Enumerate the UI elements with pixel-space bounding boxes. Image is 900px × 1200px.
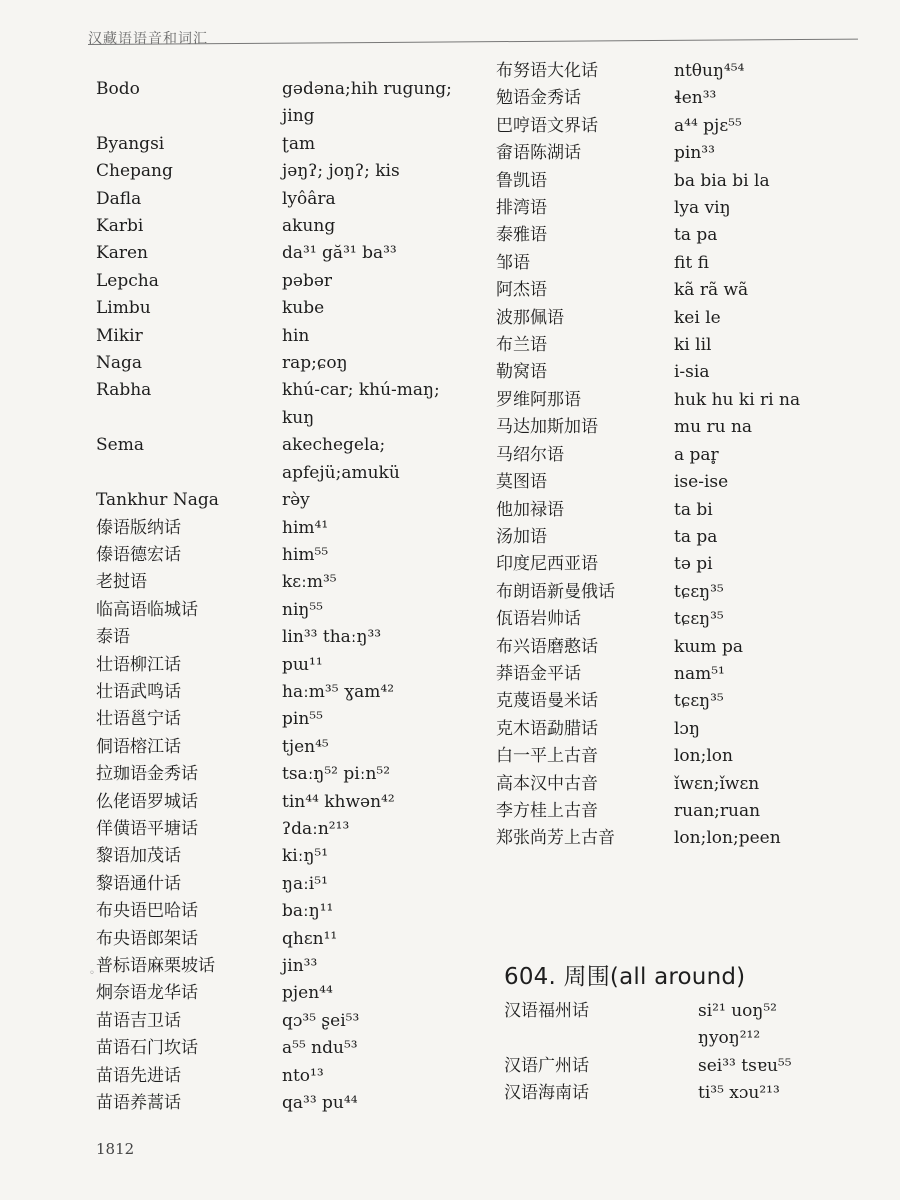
word-form: kube [282, 298, 325, 319]
word-form: qɔ³⁵ ʂei⁵³ [282, 1010, 360, 1031]
left-column [96, 76, 486, 1117]
word-form: rap;ɕoŋ [282, 353, 348, 374]
page-number: 1812 [96, 1140, 135, 1158]
word-form: tjen⁴⁵ [282, 736, 329, 757]
language-name: Chepang [96, 161, 173, 182]
entry-row [504, 1053, 884, 1080]
word-form: ise-ise [674, 472, 729, 493]
entry-row [96, 295, 486, 322]
word-form: jəŋʔ; joŋʔ; kis [282, 161, 400, 182]
language-name: 阿杰语 [496, 280, 547, 301]
entry-row [96, 843, 486, 870]
word-form: tɕɛŋ³⁵ [674, 691, 724, 712]
word-form: akechegela; apfejü;amukü [282, 435, 400, 483]
entry-row [496, 195, 886, 222]
entry-row [96, 186, 486, 213]
word-form: nto¹³ [282, 1065, 324, 1086]
entry-row [96, 268, 486, 295]
language-name: Rabha [96, 380, 152, 401]
word-form: ʈam [282, 133, 316, 154]
language-name: 拉珈语金秀话 [96, 764, 198, 785]
word-form: kɯm pa [674, 636, 743, 657]
word-form: ŋaːi⁵¹ [282, 873, 328, 894]
language-name: 波那佩语 [496, 307, 564, 328]
word-form: sei³³ tsɐu⁵⁵ [698, 1055, 792, 1076]
language-name: Mikir [96, 325, 143, 346]
running-header: 汉藏语语音和词汇 [88, 31, 208, 47]
word-form: khú-car; khú-maŋ; kuŋ [282, 380, 440, 428]
language-name: 马绍尔语 [496, 444, 564, 465]
language-name: Dafla [96, 188, 142, 209]
language-name: 克木语勐腊话 [496, 718, 598, 739]
language-name: 他加禄语 [496, 499, 564, 520]
language-name: 壮语武鸣话 [96, 681, 181, 702]
language-name: Karen [96, 243, 148, 264]
language-name: 高本汉中古音 [496, 773, 598, 794]
word-form: ʔdaːn²¹³ [282, 818, 350, 839]
entry-row [496, 277, 886, 304]
entry-row [496, 688, 886, 715]
entry-row [504, 1080, 884, 1107]
word-form: qa³³ pu⁴⁴ [282, 1093, 358, 1114]
word-form: tɕɛŋ³⁵ [674, 609, 724, 630]
language-name: 印度尼西亚语 [496, 554, 598, 575]
entry-row [96, 487, 486, 514]
language-name: 傣语德宏话 [96, 544, 181, 565]
language-name: 汉语广州话 [504, 1055, 589, 1076]
word-form: tin⁴⁴ khwən⁴² [282, 791, 395, 812]
section-entries [504, 998, 884, 1108]
entry-row [496, 579, 886, 606]
entry-row [96, 1063, 486, 1090]
entry-row [96, 898, 486, 925]
word-form: pəbər [282, 270, 333, 291]
entry-row [96, 980, 486, 1007]
word-form: baːŋ¹¹ [282, 901, 334, 922]
language-name: 布兴语磨憨话 [496, 636, 598, 657]
word-form: lɔŋ [674, 718, 700, 739]
entry-row [96, 377, 486, 432]
entry-row [96, 624, 486, 651]
entry-row [496, 551, 886, 578]
language-name: 苗语石门坎话 [96, 1038, 198, 1059]
word-form: a⁴⁴ pjɛ⁵⁵ [674, 115, 742, 136]
word-form: hin [282, 325, 310, 346]
language-name: 布央语巴哈话 [96, 901, 198, 922]
language-name: 鲁凯语 [496, 170, 547, 191]
entry-row [96, 597, 486, 624]
language-name: 勉语金秀话 [496, 88, 581, 109]
entry-row [496, 414, 886, 441]
language-name: 汤加语 [496, 526, 547, 547]
language-name: 克蔑语曼米话 [496, 691, 598, 712]
entry-row [496, 387, 886, 414]
entry-row [496, 140, 886, 167]
word-form: ntθuŋ⁴⁵⁴ [674, 61, 745, 81]
entry-row [496, 168, 886, 195]
language-name: 黎语加茂话 [96, 846, 181, 867]
language-name: 老挝语 [96, 572, 147, 593]
language-name: 汉语海南话 [504, 1083, 589, 1104]
language-name: Bodo [96, 79, 140, 99]
entry-row [96, 350, 486, 377]
language-name: 仫佬语罗城话 [96, 791, 198, 812]
entry-row [496, 497, 886, 524]
word-form: ɬen³³ [674, 88, 717, 109]
entry-row [496, 716, 886, 743]
language-name: 莫图语 [496, 472, 547, 493]
word-form: pin³³ [674, 143, 715, 164]
language-name: 泰语 [96, 627, 130, 648]
language-name: 布朗语新曼俄话 [496, 581, 615, 602]
entry-row [496, 606, 886, 633]
margin-mark: ◦ [89, 968, 95, 979]
language-name: 佯僙语平塘话 [96, 818, 198, 839]
language-name: 布央语郎架话 [96, 928, 198, 949]
entry-row [96, 432, 486, 487]
entry-row [96, 213, 486, 240]
language-name: 黎语通什话 [96, 873, 181, 894]
word-form: i-sia [674, 362, 710, 383]
language-name: 苗语养蒿话 [96, 1093, 181, 1114]
language-name: Lepcha [96, 270, 159, 291]
entry-row [96, 679, 486, 706]
word-form: ta pa [674, 225, 718, 246]
entry-row [96, 76, 486, 131]
language-name: 苗语先进话 [96, 1065, 181, 1086]
section-heading: 604. 周围(all around) [504, 964, 746, 990]
word-form: rə̀y [282, 490, 310, 511]
word-form: pin⁵⁵ [282, 709, 323, 730]
entry-row [96, 158, 486, 185]
word-form: ǐwɛn;ǐwɛn [674, 773, 760, 794]
language-name: 临高语临城话 [96, 599, 198, 620]
language-name: 壮语邕宁话 [96, 709, 181, 730]
entry-row [96, 1035, 486, 1062]
word-form: kei le [674, 307, 721, 328]
entry-row [496, 798, 886, 825]
word-form: ba bia bi la [674, 170, 770, 191]
word-form: a⁵⁵ ndu⁵³ [282, 1038, 358, 1059]
word-form: jin³³ [282, 956, 318, 976]
word-form: tə pi [674, 554, 713, 575]
word-form: akung [282, 216, 336, 237]
word-form: kã rã wã [674, 280, 749, 301]
entry-row [96, 569, 486, 596]
language-name: 汉语福州话 [504, 1001, 589, 1021]
entry-row [96, 323, 486, 350]
word-form: niŋ⁵⁵ [282, 599, 323, 620]
word-form: lyôâra [282, 188, 336, 209]
language-name: 畲语陈湖话 [496, 143, 581, 164]
language-name: 李方桂上古音 [496, 800, 598, 821]
word-form: haːm³⁵ ɣam⁴² [282, 681, 395, 702]
word-form: da³¹ gă³¹ ba³³ [282, 243, 397, 264]
word-form: lon;lon;peen [674, 828, 781, 849]
word-form: nam⁵¹ [674, 663, 725, 684]
entry-row [96, 871, 486, 898]
entry-row [496, 771, 886, 798]
entry-row [96, 652, 486, 679]
word-form: ta pa [674, 526, 718, 547]
language-name: Limbu [96, 298, 151, 319]
word-form: ki lil [674, 335, 712, 356]
language-name: 莽语金平话 [496, 663, 581, 684]
language-name: Byangsi [96, 133, 165, 154]
language-name: 泰雅语 [496, 225, 547, 246]
entry-row [496, 661, 886, 688]
language-name: Tankhur Naga [96, 490, 219, 511]
entry-row [96, 734, 486, 761]
entry-row [96, 515, 486, 542]
entry-row [496, 305, 886, 332]
word-form: lya viŋ [674, 198, 731, 219]
entry-row [96, 1008, 486, 1035]
language-name: 郑张尚芳上古音 [496, 828, 615, 849]
entry-row [496, 469, 886, 496]
entry-row [96, 240, 486, 267]
language-name: 布兰语 [496, 335, 547, 356]
language-name: 普标语麻栗坡话 [96, 956, 215, 976]
language-name: 苗语吉卫话 [96, 1010, 181, 1031]
entry-row [496, 524, 886, 551]
entry-row [96, 131, 486, 158]
language-name: 侗语榕江话 [96, 736, 181, 757]
word-form: fit fi [674, 252, 709, 273]
word-form: qhɛn¹¹ [282, 928, 338, 949]
word-form: mu ru na [674, 417, 753, 438]
language-name: 布努语大化话 [496, 61, 598, 81]
word-form: huk hu ki ri na [674, 389, 801, 410]
language-name: Naga [96, 353, 143, 374]
language-name: Sema [96, 435, 144, 456]
entry-row [496, 825, 886, 852]
entry-row [496, 250, 886, 277]
language-name: 炯奈语龙华话 [96, 983, 198, 1004]
word-form: him⁴¹ [282, 517, 329, 538]
entry-row [496, 359, 886, 386]
right-column [496, 58, 886, 853]
word-form: kiːŋ⁵¹ [282, 846, 329, 867]
word-form: si²¹ uoŋ⁵² ŋyoŋ²¹² [698, 1001, 777, 1049]
entry-row [496, 332, 886, 359]
language-name: Karbi [96, 216, 144, 237]
entry-row [496, 442, 886, 469]
entry-row [496, 113, 886, 140]
entry-row [496, 222, 886, 249]
entry-row [96, 761, 486, 788]
word-form: lon;lon [674, 746, 733, 767]
word-form: pjen⁴⁴ [282, 983, 333, 1004]
entry-row [96, 953, 486, 980]
language-name: 马达加斯加语 [496, 417, 598, 438]
word-form: gədəna;hih rugung; jing [282, 79, 452, 127]
word-form: pɯ¹¹ [282, 654, 323, 675]
entry-row [96, 926, 486, 953]
word-form: tɕɛŋ³⁵ [674, 581, 724, 602]
language-name: 排湾语 [496, 198, 547, 219]
word-form: a par̥ [674, 444, 719, 465]
entry-row [496, 743, 886, 770]
language-name: 勒窝语 [496, 362, 547, 383]
entry-row [496, 634, 886, 661]
entry-row [496, 85, 886, 112]
language-name: 傣语版纳话 [96, 517, 181, 538]
word-form: ti³⁵ xɔu²¹³ [698, 1083, 780, 1104]
entry-row [96, 706, 486, 733]
language-name: 佤语岩帅话 [496, 609, 581, 630]
language-name: 壮语柳江话 [96, 654, 181, 675]
entry-row [96, 542, 486, 569]
word-form: him⁵⁵ [282, 544, 329, 565]
word-form: lin³³ thaːŋ³³ [282, 627, 382, 648]
word-form: ruan;ruan [674, 800, 761, 821]
entry-row [96, 789, 486, 816]
language-name: 邹语 [496, 252, 530, 273]
entry-row [504, 998, 884, 1053]
word-form: tsaːŋ⁵² piːn⁵² [282, 764, 391, 785]
language-name: 白一平上古音 [496, 746, 598, 767]
language-name: 罗维阿那语 [496, 389, 581, 410]
word-form: ta bi [674, 499, 713, 520]
entry-row [96, 1090, 486, 1117]
entry-row [496, 58, 886, 85]
entry-row [96, 816, 486, 843]
language-name: 巴哼语文界话 [496, 115, 598, 136]
word-form: kɛːm³⁵ [282, 572, 337, 593]
